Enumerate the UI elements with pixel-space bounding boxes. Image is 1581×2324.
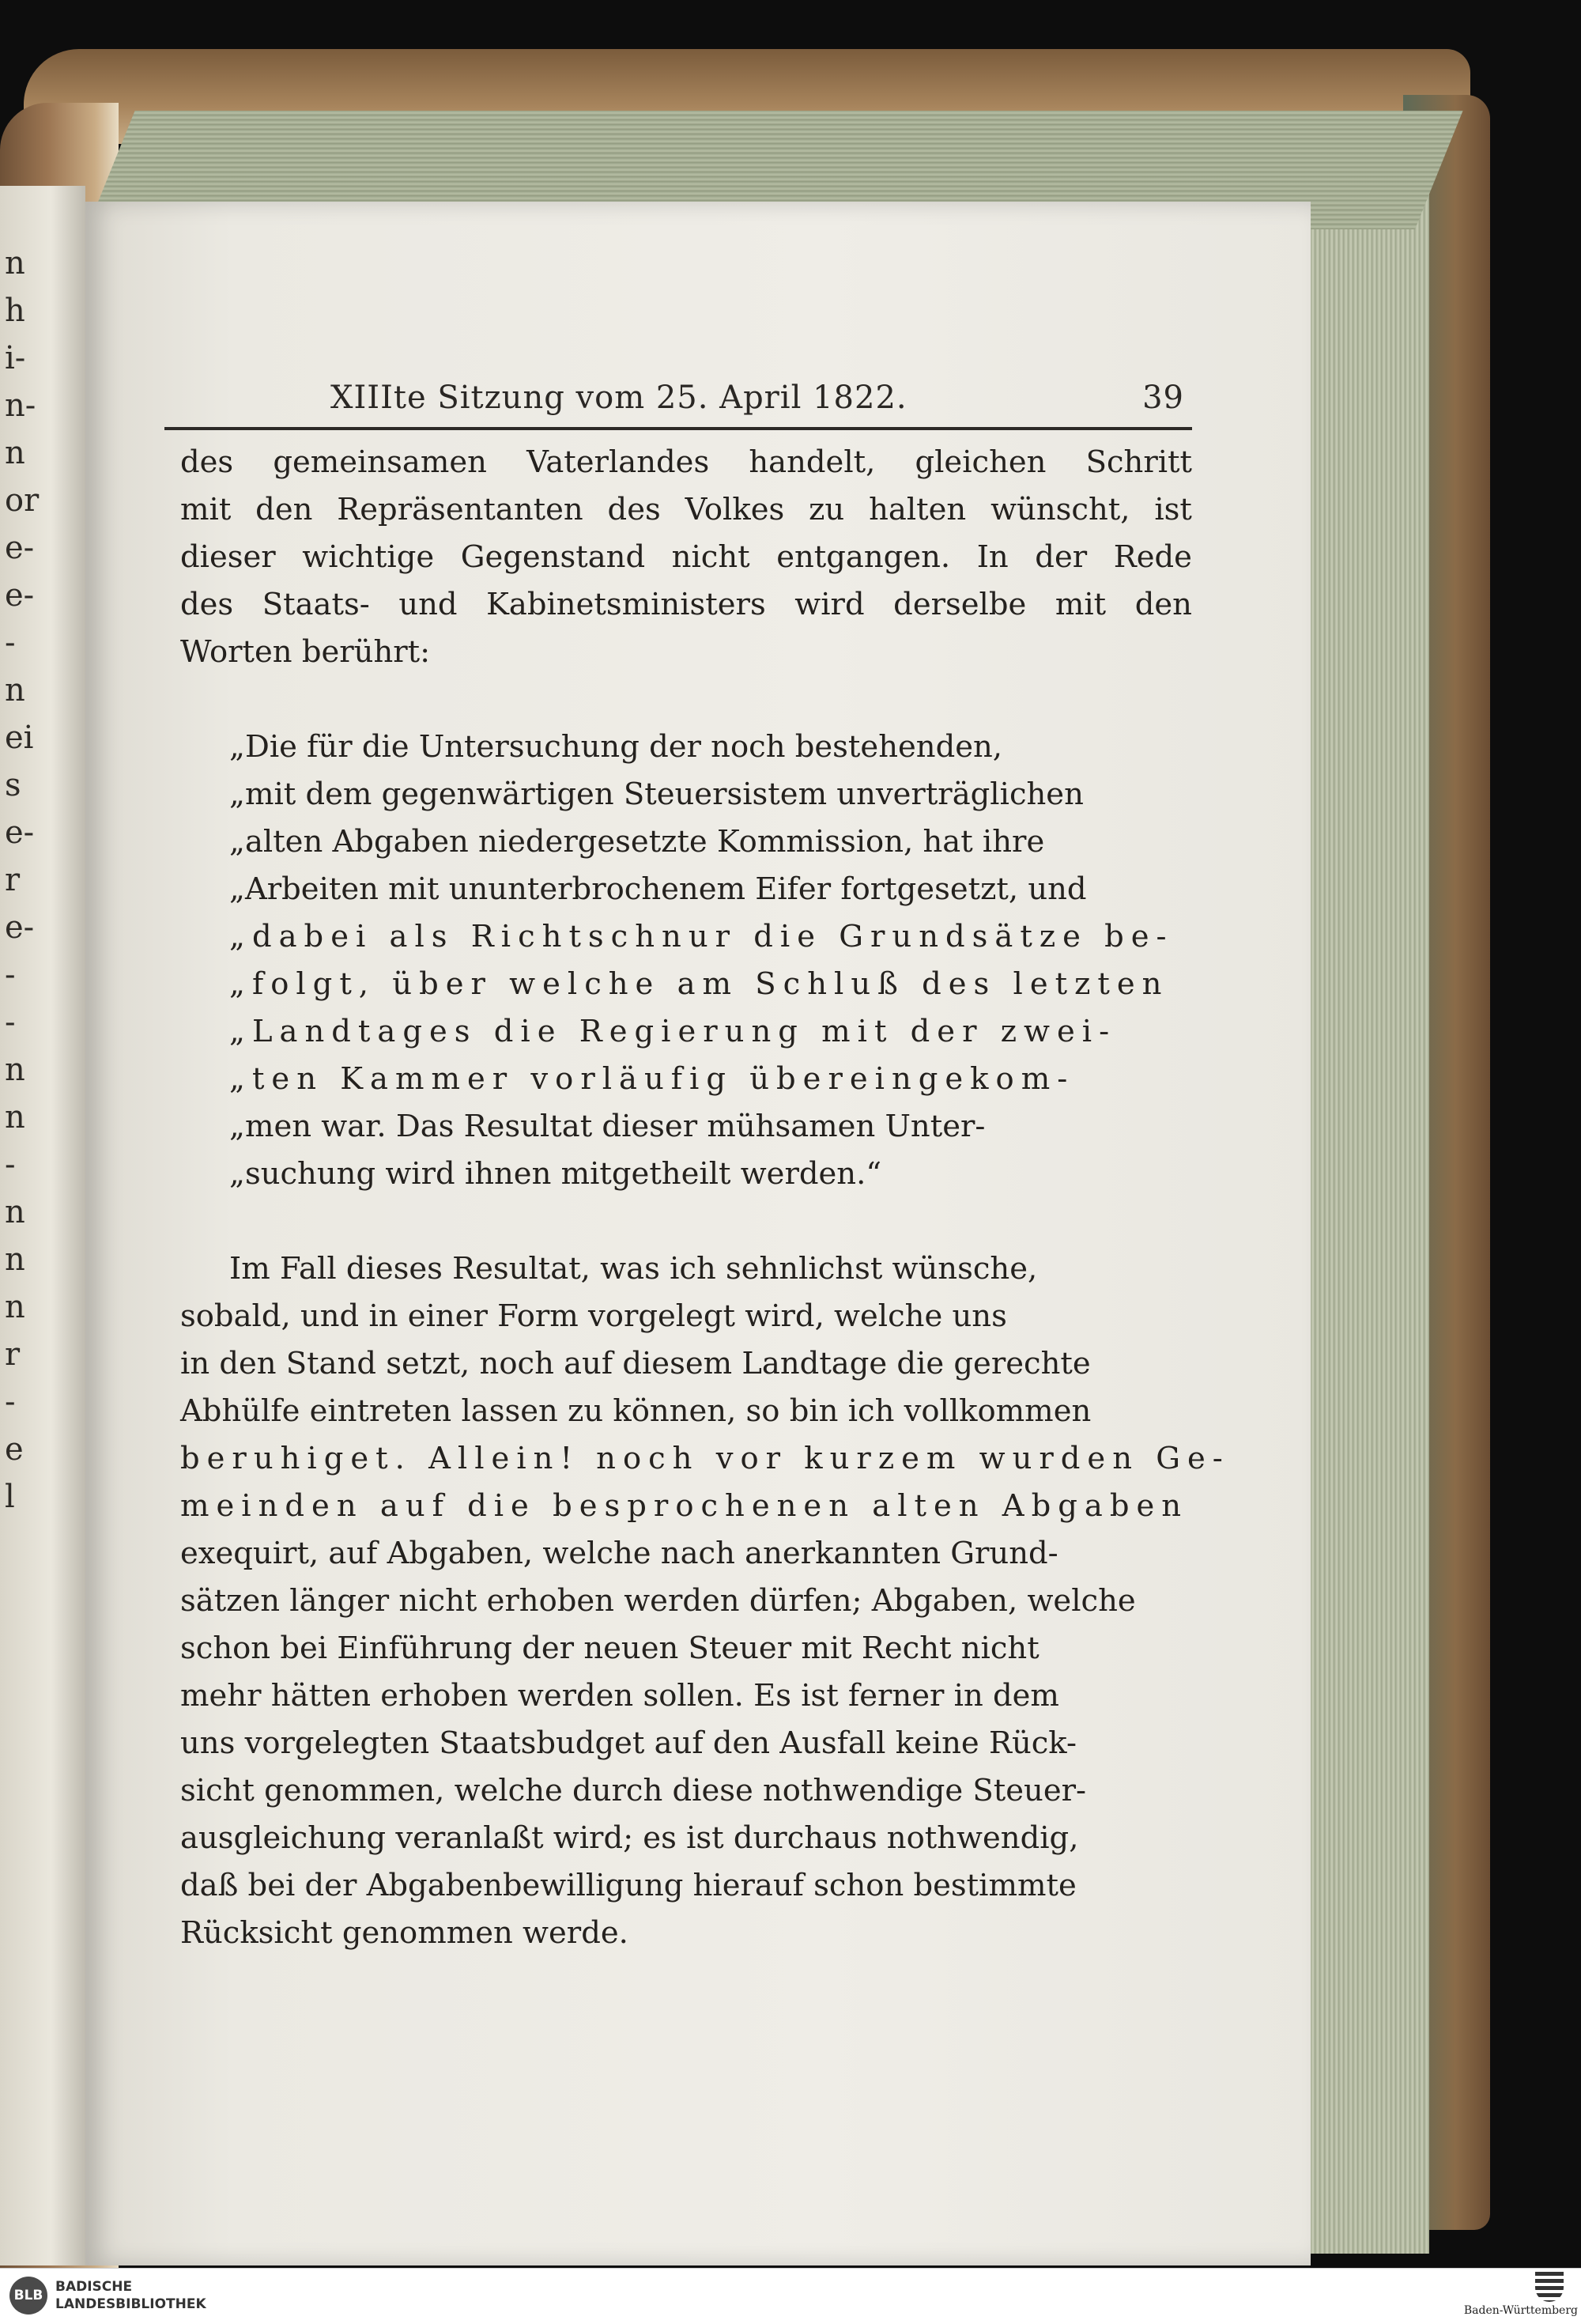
text-line: daß bei der Abgabenbewilligung hierauf schon bestimmte <box>180 1868 1077 1903</box>
text-line: Rücksicht genommen werde. <box>180 1915 628 1951</box>
text-line: beruhiget. Allein! noch vor kurzem wurden Ge- <box>180 1441 1230 1476</box>
library-name-line1: BADISCHE <box>55 2279 133 2295</box>
text-line: uns vorgelegten Staatsbudget auf den Ausfall keine Rück- <box>180 1725 1077 1761</box>
left-margin-fragment: i- <box>5 340 26 376</box>
left-margin-fragment: - <box>5 1004 16 1041</box>
library-name <box>55 2278 206 2313</box>
left-margin-fragment: n <box>5 1099 25 1136</box>
left-margin-fragment: s <box>5 767 21 803</box>
quote-line: „alten Abgaben niedergesetzte Kommission, hat ihre <box>229 824 1045 860</box>
left-margin-fragment: e- <box>5 814 35 851</box>
page-fore-edge <box>1308 119 1429 2254</box>
page-number: 39 <box>1142 380 1184 416</box>
left-margin-fragment: l <box>5 1479 15 1515</box>
text-line: in den Stand setzt, noch auf diesem Landtage die gerechte <box>180 1346 1091 1381</box>
text-line: ausgleichung veranlaßt wird; es ist durchaus nothwendig, <box>180 1820 1079 1856</box>
header-rule <box>164 427 1192 430</box>
left-margin-fragment: - <box>5 1384 16 1420</box>
text-line: sätzen länger nicht erhoben werden dürfen; Abgaben, welche <box>180 1583 1136 1619</box>
left-margin-fragment: - <box>5 625 16 661</box>
left-margin-fragment: - <box>5 957 16 993</box>
text-line: Abhülfe eintreten lassen zu können, so bin ich vollkommen <box>180 1393 1092 1429</box>
left-margin-fragment: e- <box>5 530 35 566</box>
quote-line: „ten Kammer vorläufig übereingekom- <box>229 1061 1075 1097</box>
left-margin-fragment: e- <box>5 577 35 614</box>
left-margin-fragment: r <box>5 1336 21 1373</box>
quote-line: „mit dem gegenwärtigen Steuersistem unverträglichen <box>229 777 1084 812</box>
body-text <box>180 439 1230 1957</box>
text-line: Worten berührt: <box>180 634 431 670</box>
right-page <box>85 202 1311 2265</box>
left-margin-fragment: n <box>5 1194 25 1230</box>
left-margin-fragment: n <box>5 245 25 282</box>
left-margin-fragment: h <box>5 293 25 329</box>
left-margin-fragment: ei <box>5 720 34 756</box>
quote-line: „men war. Das Resultat dieser mühsamen Unter- <box>229 1109 986 1144</box>
left-margin-fragment: n <box>5 1241 25 1278</box>
left-margin-fragment: n <box>5 435 25 471</box>
region-label: Baden-Württemberg <box>1463 2304 1578 2317</box>
running-title: XIIIte Sitzung vom 25. April 1822. <box>330 380 907 416</box>
quote-line: „Landtages die Regierung mit der zwei- <box>229 1014 1117 1049</box>
text-line: des gemeinsamen Vaterlandes handelt, gleichen Schritt <box>180 444 1192 480</box>
running-header <box>330 364 1184 435</box>
left-margin-fragment: n- <box>5 387 36 424</box>
left-margin-fragment: n <box>5 1289 25 1325</box>
left-margin-fragment: n <box>5 1052 25 1088</box>
blb-logo-icon: BLB <box>9 2277 47 2315</box>
text-line: sicht genommen, welche durch diese nothwendige Steuer- <box>180 1773 1087 1808</box>
left-margin-fragment: e <box>5 1431 24 1468</box>
text-line: mit den Repräsentanten des Volkes zu halten wünscht, ist <box>180 492 1192 527</box>
left-page-fragment <box>0 186 85 2265</box>
text-line: exequirt, auf Abgaben, welche nach anerkannten Grund- <box>180 1536 1058 1571</box>
library-name-line2: LANDESBIBLIOTHEK <box>55 2296 206 2312</box>
left-margin-fragment: n <box>5 672 25 709</box>
left-margin-fragment: or <box>5 482 40 519</box>
left-margin-fragment: - <box>5 1147 16 1183</box>
state-crest-icon <box>1535 2272 1564 2302</box>
text-line: sobald, und in einer Form vorgelegt wird, welche uns <box>180 1298 1007 1334</box>
quote-line: „Arbeiten mit ununterbrochenem Eifer fortgesetzt, und <box>229 871 1087 907</box>
text-line: meinden auf die besprochenen alten Abgaben <box>180 1488 1189 1524</box>
text-line: Im Fall dieses Resultat, was ich sehnlichst wünsche, <box>229 1251 1038 1287</box>
text-line: schon bei Einführung der neuen Steuer mit Recht nicht <box>180 1631 1040 1666</box>
text-line: des Staats- und Kabinetsministers wird derselbe mit den <box>180 587 1192 622</box>
text-line: dieser wichtige Gegenstand nicht entgangen. In der Rede <box>180 539 1192 575</box>
left-margin-fragment: r <box>5 862 21 898</box>
quote-line: „dabei als Richtschnur die Grundsätze be- <box>229 919 1174 954</box>
footer-bar <box>0 2268 1581 2324</box>
quote-line: „folgt, über welche am Schluß des letzten <box>229 966 1169 1002</box>
text-line: mehr hätten erhoben werden sollen. Es ist ferner in dem <box>180 1678 1059 1714</box>
left-margin-fragment: e- <box>5 909 35 946</box>
quote-line: „suchung wird ihnen mitgetheilt werden.“ <box>229 1156 882 1192</box>
quote-line: „Die für die Untersuchung der noch bestehenden, <box>229 729 1003 765</box>
